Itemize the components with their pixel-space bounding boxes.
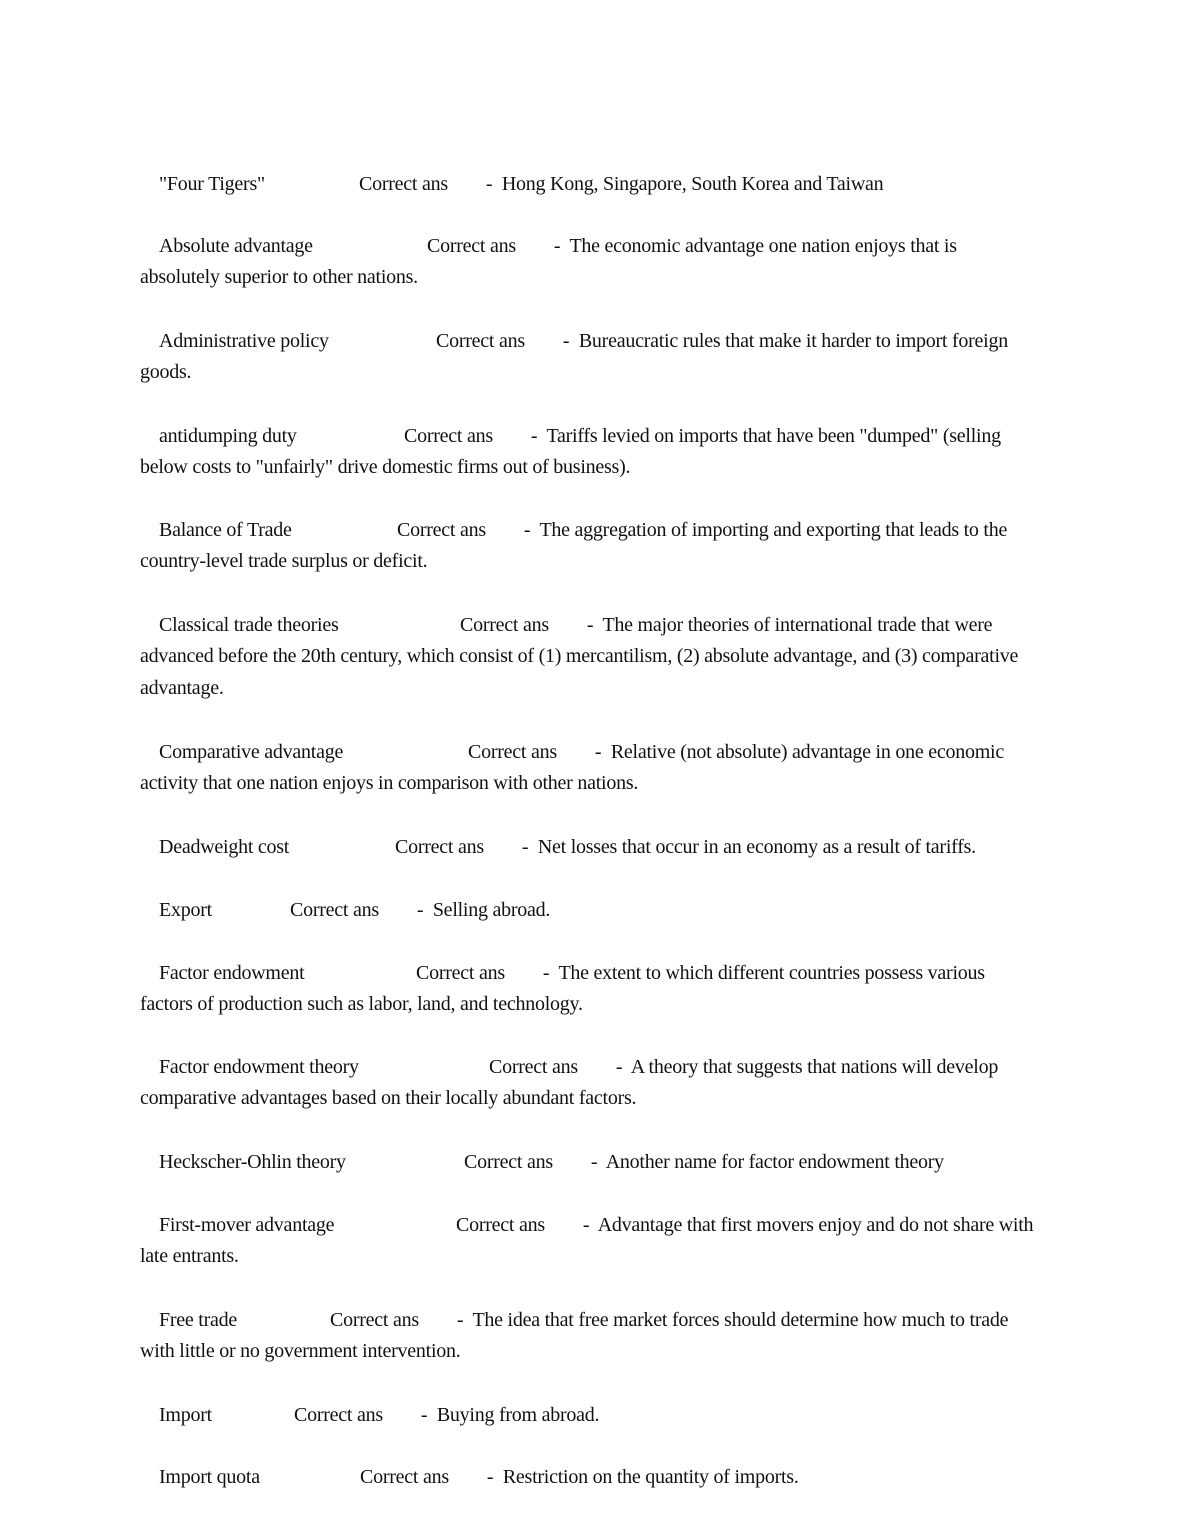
entry-definition: The extent to which different countries possess various factors of production such as labor, land, and technology.: [140, 961, 990, 1015]
entry-definition: Relative (not absolute) advantage in one economic activity that one nation enjoys in comparison with other nations.: [140, 740, 1009, 794]
entry-term: antidumping duty: [159, 424, 297, 447]
answer-label: Correct ans: [395, 835, 484, 858]
answer-label: Correct ans: [294, 1403, 383, 1426]
answer-label: Correct ans: [290, 898, 379, 921]
answer-label: Correct ans: [360, 1465, 449, 1488]
entry-definition: The economic advantage one nation enjoys that is absolutely superior to other nations.: [140, 234, 962, 288]
entry-term: Classical trade theories: [159, 613, 339, 636]
entry-term: Absolute advantage: [159, 234, 313, 257]
entry-term: Free trade: [159, 1308, 238, 1331]
entry-term: First-mover advantage: [159, 1213, 335, 1236]
entry-definition: Hong Kong, Singapore, South Korea and Taiwan: [501, 172, 884, 195]
entry-definition: Advantage that first movers enjoy and do not share with late entrants.: [140, 1213, 1039, 1267]
answer-dash: -: [378, 898, 433, 921]
answer-dash: -: [548, 613, 603, 636]
entry-term: Balance of Trade: [159, 518, 292, 541]
entry-term: Comparative advantage: [159, 740, 344, 763]
entry-definition: The idea that free market forces should determine how much to trade with little or no government intervention.: [140, 1308, 1014, 1362]
answer-dash: -: [577, 1055, 631, 1078]
entry-term: Import: [159, 1403, 212, 1426]
entry-term: Export: [159, 898, 212, 921]
entry-term: Deadweight cost: [159, 835, 290, 858]
answer-dash: -: [447, 172, 502, 195]
answer-dash: -: [382, 1403, 437, 1426]
answer-dash: -: [448, 1465, 503, 1488]
entry-term: Factor endowment theory: [159, 1055, 359, 1078]
entry-definition: Tariffs levied on imports that have been "dumped" (selling below costs to "unfairly" drive domestic firms out of business).: [140, 424, 1006, 478]
entry-term: Import quota: [159, 1465, 260, 1488]
answer-dash: -: [515, 234, 570, 257]
entry-definition: Another name for factor endowment theory: [605, 1150, 944, 1173]
answer-label: Correct ans: [456, 1213, 545, 1236]
entry-definition: Restriction on the quantity of imports.: [502, 1465, 799, 1488]
answer-label: Correct ans: [397, 518, 486, 541]
answer-label: Correct ans: [489, 1055, 578, 1078]
answer-dash: -: [524, 329, 579, 352]
entry-definition: Buying from abroad.: [436, 1403, 600, 1426]
answer-dash: -: [418, 1308, 473, 1331]
entry-definition: Net losses that occur in an economy as a result of tariffs.: [537, 835, 976, 858]
answer-dash: -: [483, 835, 538, 858]
answer-dash: -: [492, 424, 547, 447]
entry-term: Factor endowment: [159, 961, 305, 984]
entry-term: "Four Tigers": [159, 172, 265, 195]
answer-dash: -: [485, 518, 540, 541]
answer-dash: -: [504, 961, 559, 984]
answer-label: Correct ans: [416, 961, 505, 984]
entry-definition: The aggregation of importing and exporting that leads to the country-level trade surplus or deficit.: [140, 518, 1012, 572]
answer-label: Correct ans: [460, 613, 549, 636]
answer-dash: -: [552, 1150, 606, 1173]
entry-definition: Bureaucratic rules that make it harder to import foreign goods.: [140, 329, 1013, 383]
answer-label: Correct ans: [427, 234, 516, 257]
answer-label: Correct ans: [330, 1308, 419, 1331]
answer-dash: -: [544, 1213, 598, 1236]
entry-definition: Selling abroad.: [432, 898, 551, 921]
entry-definition: The major theories of international trade that were advanced before the 20th century, which consist of (1) mercantilism, (2) absolute advantage, and (3) comparative advantage.: [140, 613, 1023, 699]
answer-label: Correct ans: [359, 172, 448, 195]
answer-label: Correct ans: [464, 1150, 553, 1173]
answer-label: Correct ans: [468, 740, 557, 763]
entry-definition: A theory that suggests that nations will develop comparative advantages based on their locally abundant factors.: [140, 1055, 1003, 1109]
answer-label: Correct ans: [404, 424, 493, 447]
entry-term: Administrative policy: [159, 329, 329, 352]
answer-dash: -: [556, 740, 611, 763]
glossary-entry: [140, 1430, 1040, 1525]
answer-label: Correct ans: [436, 329, 525, 352]
entry-term: Heckscher-Ohlin theory: [159, 1150, 346, 1173]
